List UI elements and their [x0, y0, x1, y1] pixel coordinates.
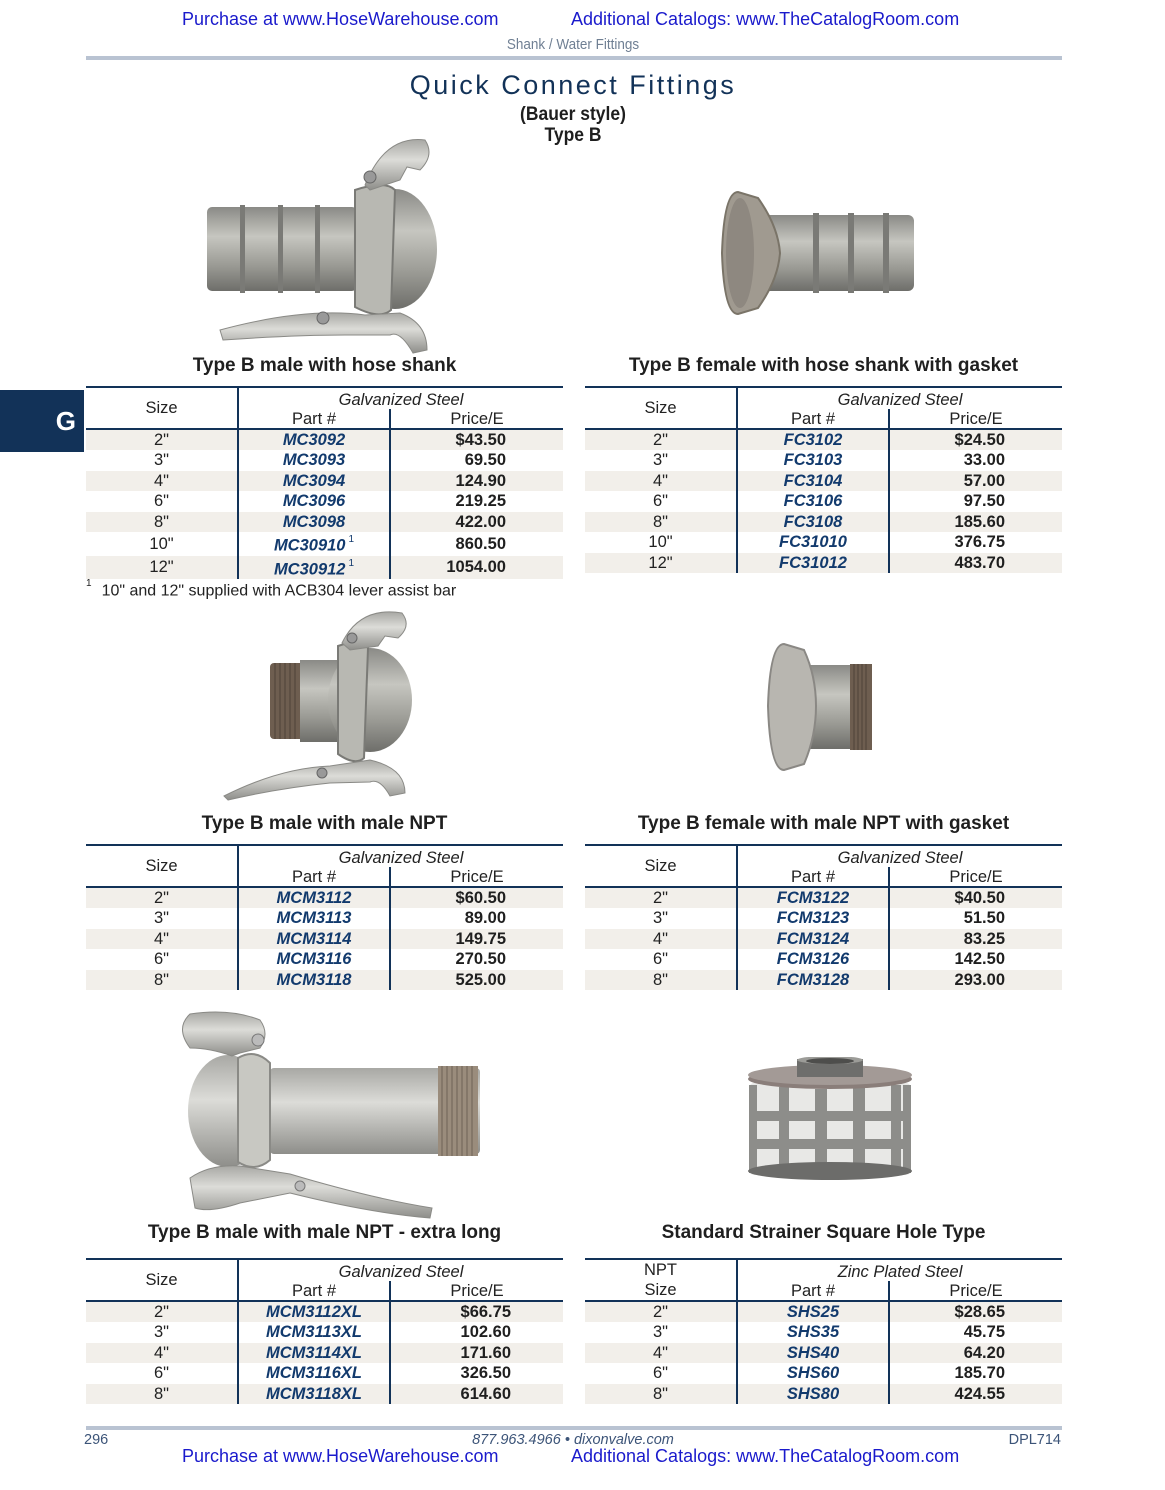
size-cell: 3": [86, 908, 238, 929]
table-row: [585, 512, 1062, 533]
column-header-size: Size: [86, 387, 238, 429]
price-cell: 185.70: [954, 1364, 1005, 1383]
table-row: [86, 908, 563, 929]
price-table-female-hose-shank: [585, 386, 1062, 573]
table-row: [585, 1301, 1062, 1322]
price-cell: $66.75: [390, 1301, 563, 1322]
price-cell: 45.75: [963, 1323, 1005, 1342]
price-cell: 293.00: [889, 970, 1062, 991]
price-cell: 64.20: [889, 1343, 1062, 1364]
table-row: [585, 491, 1062, 512]
table-row: [86, 471, 563, 492]
price-cell: 142.50: [954, 950, 1005, 969]
price-cell: 270.50: [455, 950, 506, 969]
header-divider: [86, 56, 1062, 60]
male-coupler-npt-image: [220, 608, 420, 803]
material-header: Galvanized Steel: [737, 845, 1062, 867]
column-header-part: Part #: [238, 409, 390, 429]
product-caption: Type B male with male NPT: [201, 813, 448, 834]
price-cell: 149.75: [390, 929, 563, 950]
table-row: [585, 450, 1062, 471]
column-header-price: Price/E: [889, 409, 1062, 429]
column-header-price: Price/E: [889, 1281, 1062, 1301]
size-cell: 6": [585, 491, 737, 512]
table-row: [86, 949, 563, 970]
table-row: [86, 1384, 563, 1405]
part-number-link[interactable]: MC3092: [238, 429, 390, 450]
size-cell: 3": [585, 1322, 737, 1343]
page-title: Quick Connect Fittings: [409, 70, 737, 100]
part-number-link[interactable]: FCM3124: [737, 929, 889, 950]
price-cell: 376.75: [954, 533, 1005, 552]
price-cell: 69.50: [464, 451, 506, 470]
size-cell: 8": [86, 1384, 238, 1405]
part-number-link[interactable]: SHS80: [737, 1384, 889, 1405]
size-cell: 10": [86, 532, 238, 556]
page-number: 296: [84, 1432, 109, 1448]
material-header: Zinc Plated Steel: [737, 1259, 1062, 1281]
part-number-link[interactable]: FC3108: [737, 512, 889, 533]
part-number-link[interactable]: MCM3113XL: [238, 1322, 390, 1343]
size-cell: 6": [86, 491, 238, 512]
table-row: [585, 1322, 1062, 1343]
size-cell: 3": [86, 450, 238, 471]
size-cell: 4": [86, 471, 238, 492]
size-cell: 4": [86, 1343, 238, 1364]
size-cell: 3": [86, 1322, 238, 1343]
part-number-link[interactable]: MCM3114: [238, 929, 390, 950]
part-number-link[interactable]: MC3094: [238, 471, 390, 492]
table-row: [86, 1343, 563, 1364]
price-cell: $40.50: [889, 887, 1062, 908]
part-number-link[interactable]: FCM3126: [737, 949, 889, 970]
price-cell: 422.00: [390, 512, 563, 533]
page-subtitle-type: Type B: [544, 125, 602, 146]
catalogs-link[interactable]: Additional Catalogs: www.TheCatalogRoom.com: [571, 1446, 960, 1466]
footnote: [86, 578, 457, 600]
size-cell: 6": [86, 949, 238, 970]
size-cell: 4": [585, 929, 737, 950]
product-caption: Type B female with male NPT with gasket: [637, 813, 1010, 834]
female-npt-image: [762, 640, 877, 775]
column-header-size: Size: [585, 845, 737, 887]
price-cell: $28.65: [889, 1301, 1062, 1322]
size-cell: 2": [585, 1301, 737, 1322]
part-number-link[interactable]: MCM3112: [238, 887, 390, 908]
column-header-part: Part #: [238, 1281, 390, 1301]
size-cell: 4": [585, 471, 737, 492]
part-number-link[interactable]: SHS60: [737, 1363, 889, 1384]
table-row: [585, 1384, 1062, 1405]
part-number-link[interactable]: SHS35: [737, 1322, 889, 1343]
price-cell: 33.00: [963, 451, 1005, 470]
size-cell: 6": [585, 1363, 737, 1384]
price-cell: 171.60: [390, 1343, 563, 1364]
table-row: [86, 1322, 563, 1343]
price-cell: 860.50: [455, 534, 506, 553]
promo-bar-top: [0, 9, 1165, 33]
size-cell: 4": [86, 929, 238, 950]
catalog-code: DPL714: [1008, 1432, 1061, 1448]
section-tab-g: G: [0, 390, 84, 452]
size-cell: 2": [585, 887, 737, 908]
price-cell: 83.25: [889, 929, 1062, 950]
price-cell: $43.50: [390, 429, 563, 450]
column-header-size: [585, 1259, 737, 1301]
column-header-price: Price/E: [390, 409, 563, 429]
price-table-strainer: [585, 1258, 1062, 1404]
table-row: [86, 450, 563, 471]
part-number-link[interactable]: MC3093: [238, 450, 390, 471]
price-cell: 614.60: [390, 1384, 563, 1405]
table-row: [585, 429, 1062, 450]
table-row: [86, 512, 563, 533]
price-cell: 97.50: [963, 492, 1005, 511]
table-row: [585, 553, 1062, 574]
table-row: [585, 1363, 1062, 1384]
column-header-size: Size: [585, 387, 737, 429]
size-cell: 8": [585, 1384, 737, 1405]
promo-bar-bottom: [0, 1446, 1165, 1470]
material-header: Galvanized Steel: [238, 845, 563, 867]
part-number-link[interactable]: FCM3123: [737, 908, 889, 929]
price-cell: 219.25: [455, 492, 506, 511]
page-subtitle-style: (Bauer style): [520, 104, 626, 125]
column-header-size-line2: Size: [644, 1281, 677, 1299]
part-number-link[interactable]: FC31010: [737, 532, 889, 553]
price-table-male-npt: [86, 844, 563, 990]
table-row: [585, 532, 1062, 553]
price-cell: $24.50: [889, 429, 1062, 450]
table-row: [585, 908, 1062, 929]
size-cell: 6": [585, 949, 737, 970]
male-coupler-npt-extra-long-image: [170, 1008, 490, 1223]
table-row: [86, 970, 563, 991]
size-cell: 2": [86, 1301, 238, 1322]
price-cell: 424.55: [889, 1384, 1062, 1405]
table-row: [86, 429, 563, 450]
part-number-link[interactable]: SHS25: [737, 1301, 889, 1322]
catalogs-link[interactable]: Additional Catalogs: www.TheCatalogRoom.com: [571, 9, 960, 29]
material-header: Galvanized Steel: [238, 1259, 563, 1281]
column-header-price: Price/E: [390, 867, 563, 887]
column-header-size-line1: NPT: [644, 1261, 677, 1279]
product-caption: Standard Strainer Square Hole Type: [661, 1222, 986, 1243]
price-cell: 51.50: [963, 909, 1005, 928]
size-cell: 2": [86, 887, 238, 908]
product-caption: Type B female with hose shank with gasket: [628, 355, 1019, 376]
part-number-link[interactable]: FC3104: [737, 471, 889, 492]
product-caption: Type B male with male NPT - extra long: [147, 1222, 502, 1243]
part-number-link[interactable]: FCM3128: [737, 970, 889, 991]
size-cell: 3": [585, 450, 737, 471]
column-header-size: Size: [86, 1259, 238, 1301]
size-cell: 12": [585, 553, 737, 574]
purchase-link[interactable]: Purchase at www.HoseWarehouse.com: [182, 1446, 499, 1466]
part-number-link[interactable]: MC3096: [238, 491, 390, 512]
footnote-marker: 1: [348, 557, 355, 569]
footer-divider: [86, 1426, 1062, 1430]
part-number-link[interactable]: MCM3113: [238, 908, 390, 929]
part-number-link[interactable]: MCM3116XL: [238, 1363, 390, 1384]
part-number-link[interactable]: MCM3118: [238, 970, 390, 991]
part-number-link[interactable]: FC3103: [737, 450, 889, 471]
table-row: [86, 532, 563, 556]
price-table-male-npt-extra-long: [86, 1258, 563, 1404]
footnote-marker: 1: [86, 578, 92, 589]
part-number-link[interactable]: FC3102: [737, 429, 889, 450]
price-cell: 1054.00: [390, 556, 563, 580]
part-number-link[interactable]: SHS40: [737, 1343, 889, 1364]
price-cell: 102.60: [460, 1323, 511, 1342]
part-number-link[interactable]: MC30912 $^1$: [238, 556, 390, 580]
part-number-link[interactable]: MCM3114XL: [238, 1343, 390, 1364]
strainer-square-hole-image: [745, 1057, 915, 1182]
table-row: [585, 929, 1062, 950]
column-header-price: Price/E: [390, 1281, 563, 1301]
table-row: [86, 1363, 563, 1384]
size-cell: 12": [86, 556, 238, 580]
size-cell: 2": [585, 429, 737, 450]
table-row: [585, 970, 1062, 991]
size-cell: 8": [86, 970, 238, 991]
price-cell: 124.90: [390, 471, 563, 492]
part-number-link[interactable]: FC3106: [737, 491, 889, 512]
table-row: [86, 887, 563, 908]
part-number-link[interactable]: MCM3112XL: [238, 1301, 390, 1322]
footnote-text: 10" and 12" supplied with ACB304 lever assist bar: [101, 582, 457, 600]
part-number-link[interactable]: MCM3116: [238, 949, 390, 970]
table-row: [585, 887, 1062, 908]
column-header-price: Price/E: [889, 867, 1062, 887]
table-row: [585, 1343, 1062, 1364]
column-header-size: Size: [86, 845, 238, 887]
contact-info: 877.963.4966 • dixonvalve.com: [472, 1432, 674, 1448]
price-table-male-hose-shank: [86, 386, 563, 579]
part-number-link[interactable]: MCM3118XL: [238, 1384, 390, 1405]
table-row: [585, 471, 1062, 492]
purchase-link[interactable]: Purchase at www.HoseWarehouse.com: [182, 9, 499, 29]
size-cell: 8": [585, 970, 737, 991]
section-label: Shank / Water Fittings: [506, 36, 640, 53]
price-cell: $60.50: [390, 887, 563, 908]
size-cell: 4": [585, 1343, 737, 1364]
part-number-link[interactable]: FC31012: [737, 553, 889, 574]
column-header-part: Part #: [737, 409, 889, 429]
material-header: Galvanized Steel: [737, 387, 1062, 409]
table-row: [86, 929, 563, 950]
size-cell: 2": [86, 429, 238, 450]
size-cell: 10": [585, 532, 737, 553]
column-header-part: Part #: [737, 1281, 889, 1301]
table-row: [86, 556, 563, 580]
price-table-female-npt: [585, 844, 1062, 990]
table-row: [86, 491, 563, 512]
size-cell: 3": [585, 908, 737, 929]
size-cell: 6": [86, 1363, 238, 1384]
price-cell: 185.60: [889, 512, 1062, 533]
part-number-link[interactable]: MC3098: [238, 512, 390, 533]
part-number-link[interactable]: FCM3122: [737, 887, 889, 908]
price-cell: 525.00: [390, 970, 563, 991]
price-cell: 89.00: [464, 909, 506, 928]
price-cell: 483.70: [889, 553, 1062, 574]
price-cell: 326.50: [460, 1364, 511, 1383]
price-cell: 57.00: [889, 471, 1062, 492]
part-number-link[interactable]: MC30910 $^1$: [238, 532, 390, 556]
size-cell: 8": [86, 512, 238, 533]
column-header-part: Part #: [737, 867, 889, 887]
material-header: Galvanized Steel: [238, 387, 563, 409]
table-row: [585, 949, 1062, 970]
product-caption: Type B male with hose shank: [192, 355, 457, 376]
male-coupler-hose-shank-image: [195, 135, 445, 360]
column-header-part: Part #: [238, 867, 390, 887]
size-cell: 8": [585, 512, 737, 533]
table-row: [86, 1301, 563, 1322]
footnote-marker: 1: [348, 534, 355, 545]
female-hose-shank-image: [718, 190, 918, 320]
